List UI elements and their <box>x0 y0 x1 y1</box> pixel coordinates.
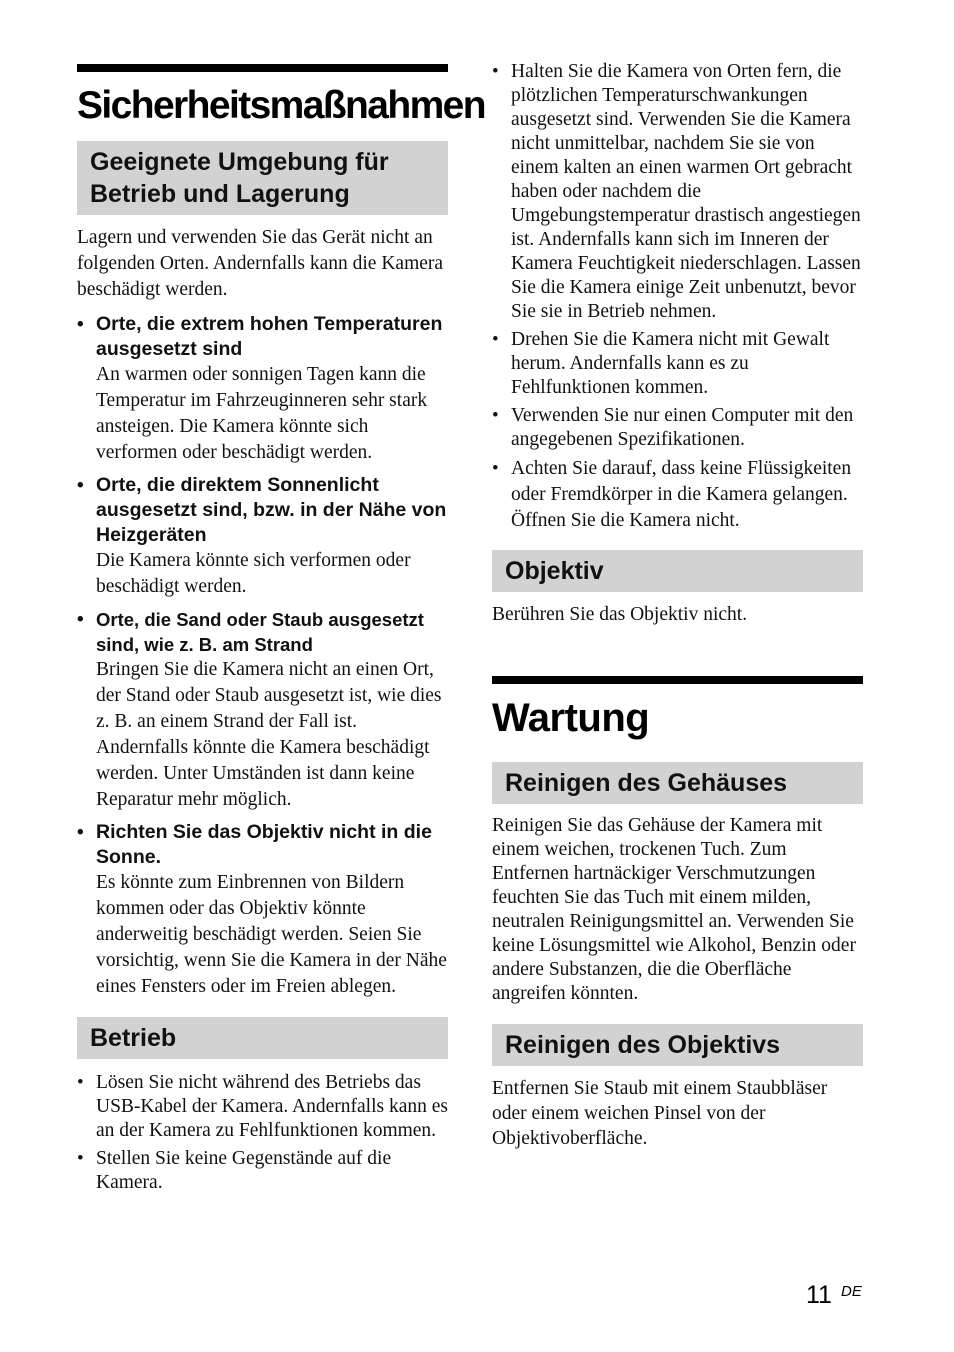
list-item <box>492 60 863 324</box>
bullet: • <box>77 1148 84 1169</box>
section-heading-umgebung: Geeignete Umgebung für Betrieb und Lagerung <box>77 141 448 215</box>
bullet: • <box>77 609 84 630</box>
title-rule <box>492 676 863 684</box>
item-title: Orte, die Sand oder Staub ausgesetzt sind, wie z. B. am Strand <box>96 609 424 655</box>
page-title-wartung: Wartung <box>492 696 650 740</box>
location-list <box>77 312 448 1000</box>
bullet: • <box>492 61 499 82</box>
right-column <box>492 60 863 1151</box>
bullet: • <box>77 314 84 335</box>
bullet: • <box>492 329 499 350</box>
list-item <box>77 473 448 600</box>
operation-list-continued <box>492 60 863 534</box>
item-body: Bringen Sie die Kamera nicht an einen Ort, der Stand oder Staub ausgesetzt ist, wie dies z. B. an einem Strand der Fall ist. Andernfalls könnte die Kamera beschädigt werden. Unter Umständen ist dann keine Reparatur mehr möglich. <box>96 659 442 810</box>
page-title: Sicherheitsmaßnahmen <box>77 84 485 127</box>
section-heading-betrieb: Betrieb <box>77 1017 448 1059</box>
bullet: • <box>492 458 499 479</box>
item-title: Orte, die extrem hohen Temperaturen ausgesetzt sind <box>96 313 443 360</box>
item-text: Halten Sie die Kamera von Orten fern, die plötzlichen Temperaturschwankungen ausgesetzt sind. Verwenden Sie die Kamera nicht unmittelbar, nachdem Sie sie von einem kalten an einen warmen Ort gebracht haben oder nachdem die Umgebungstemperatur drastisch angestiegen ist. Andernfalls kann sich im Inneren der Kamera Feuchtigkeit niederschlagen. Lassen Sie die Kamera einige Zeit unbenutzt, bevor Sie sie in Betrieb nehmen. <box>511 61 861 322</box>
section-intro: Lagern und verwenden Sie das Gerät nicht an folgenden Orten. Andernfalls kann die Kamera beschädigt werden. <box>77 227 444 300</box>
item-title: Orte, die direktem Sonnenlicht ausgesetzt sind, bzw. in der Nähe von Heizgeräten <box>96 474 447 546</box>
list-item <box>77 312 448 466</box>
item-body: An warmen oder sonnigen Tagen kann die Temperatur im Fahrzeuginneren sehr stark ansteigen. Die Kamera könnte sich verformen oder beschädigt werden. <box>96 364 428 463</box>
page-language: DE <box>841 1283 862 1300</box>
objektivs-text: Entfernen Sie Staub mit einem Staubbläser oder einem weichen Pinsel von der Objektivoberfläche. <box>492 1078 828 1149</box>
operation-list <box>77 1071 448 1195</box>
item-title: Richten Sie das Objektiv nicht in die Sonne. <box>96 821 432 868</box>
objektiv-text: Berühren Sie das Objektiv nicht. <box>492 604 748 625</box>
item-text: Stellen Sie keine Gegenstände auf die Kamera. <box>96 1148 392 1193</box>
item-body: Es könnte zum Einbrennen von Bildern kommen oder das Objektiv könnte anderweitig beschädigt werden. Seien Sie vorsichtig, wenn Sie die Kamera in der Nähe eines Fensters oder im Freien ablegen. <box>96 872 447 997</box>
list-item <box>492 456 863 534</box>
list-item <box>77 607 448 813</box>
section-heading-objektiv: Objektiv <box>492 550 863 592</box>
item-body: Die Kamera könnte sich verformen oder beschädigt werden. <box>96 550 411 597</box>
item-text: Achten Sie darauf, dass keine Flüssigkeiten oder Fremdkörper in die Kamera gelangen. Öffnen Sie die Kamera nicht. <box>511 458 852 531</box>
item-text: Drehen Sie die Kamera nicht mit Gewalt herum. Andernfalls kann es zu Fehlfunktionen kommen. <box>511 329 830 398</box>
page-number: 11 <box>806 1281 832 1309</box>
left-column <box>77 64 485 1199</box>
bullet: • <box>77 1072 84 1093</box>
bullet: • <box>77 475 84 496</box>
section-heading-objektivs: Reinigen des Objektivs <box>492 1024 863 1066</box>
title-rule <box>77 64 448 72</box>
bullet: • <box>77 822 84 843</box>
list-item <box>492 404 863 452</box>
list-item <box>77 1071 448 1143</box>
section-heading-gehaeuse: Reinigen des Gehäuses <box>492 762 863 804</box>
bullet: • <box>492 405 499 426</box>
gehaeuse-text: Reinigen Sie das Gehäuse der Kamera mit einem weichen, trockenen Tuch. Zum Entfernen hartnäckiger Verschmutzungen feuchten Sie das Tuch mit einem milden, neutralen Reinigungsmittel an. Verwenden Sie keine Lösungsmittel wie Alkohol, Benzin oder andere Substanzen, die die Oberfläche angreifen könnten. <box>492 815 856 1004</box>
list-item <box>492 328 863 400</box>
item-text: Lösen Sie nicht während des Betriebs das USB-Kabel der Kamera. Andernfalls kann es an der Kamera zu Fehlfunktionen kommen. <box>96 1072 448 1141</box>
list-item <box>77 820 448 1000</box>
list-item <box>77 1147 448 1195</box>
item-text: Verwenden Sie nur einen Computer mit den angegebenen Spezifikationen. <box>511 405 854 450</box>
